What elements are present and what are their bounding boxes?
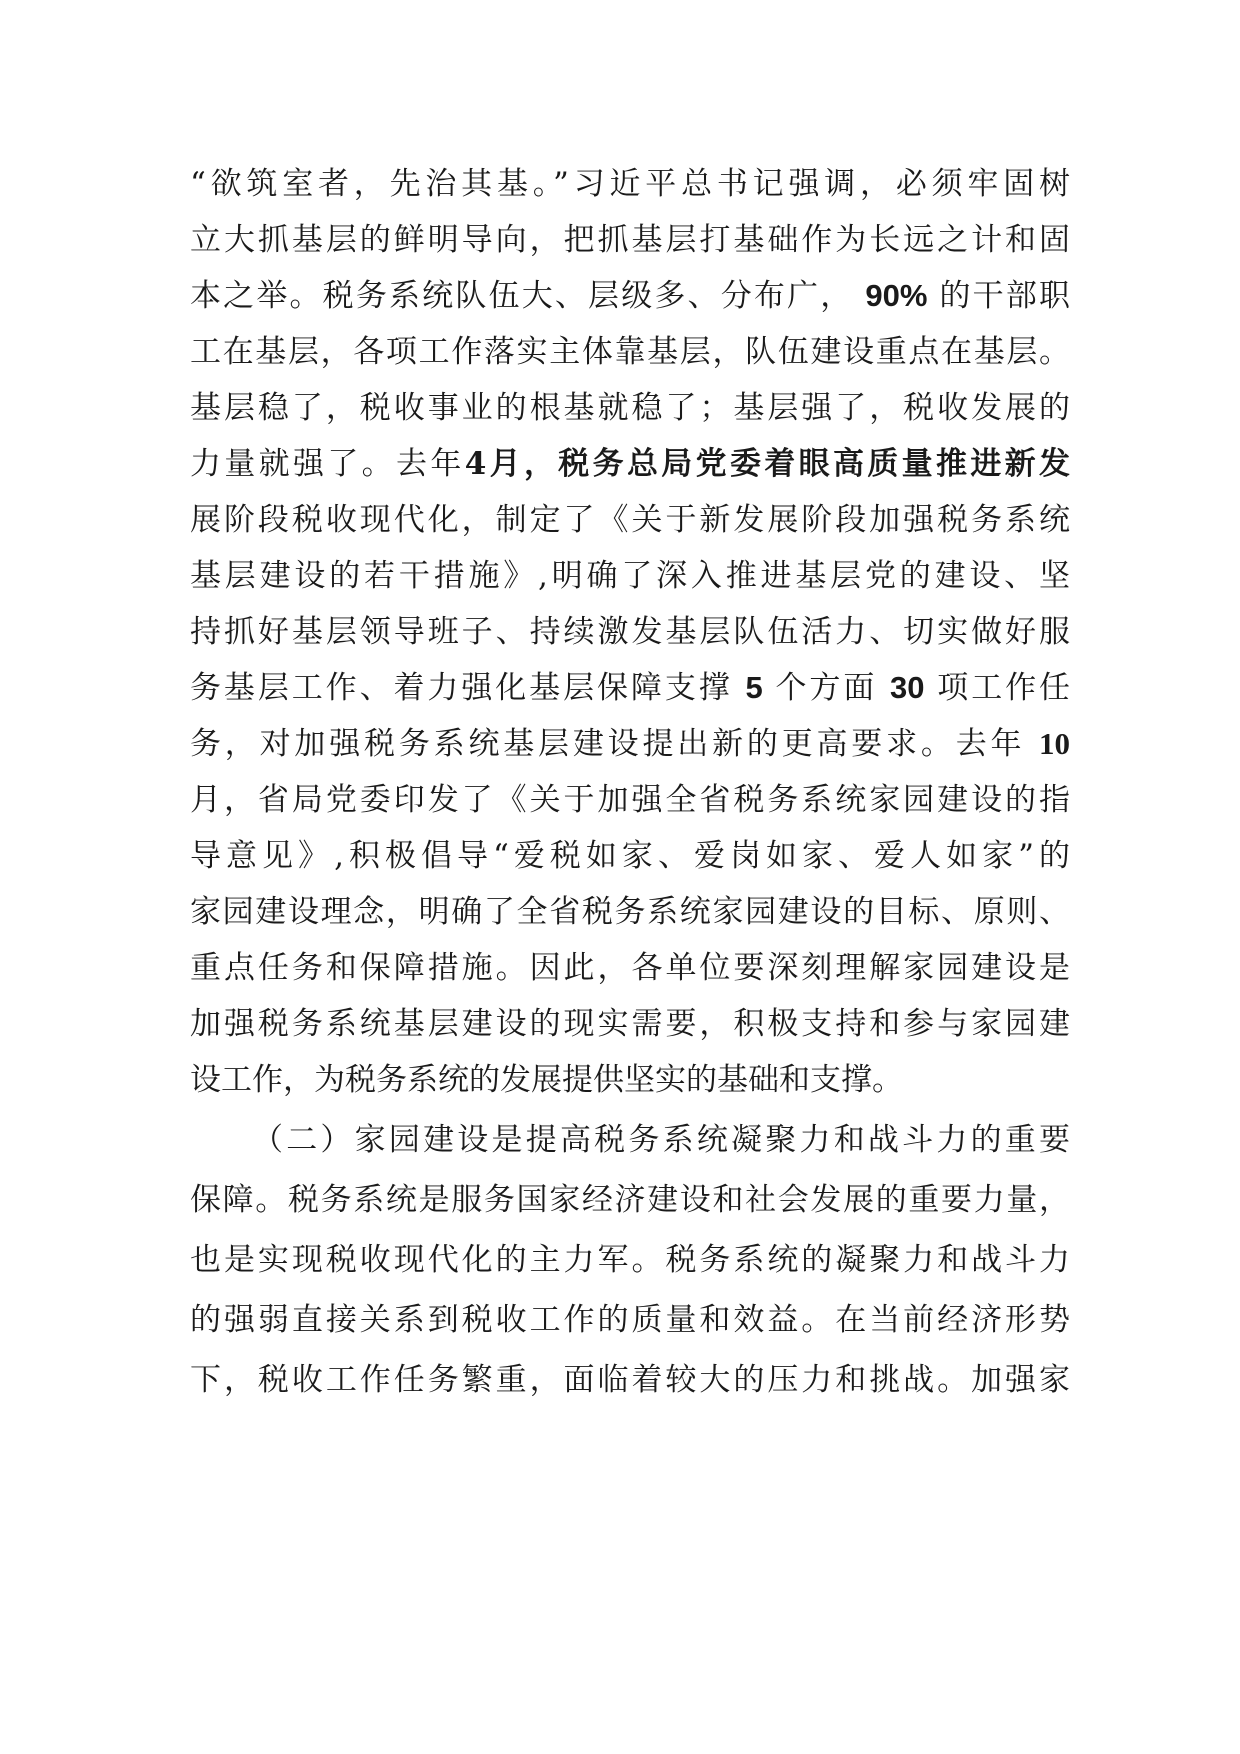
aspect-count: 5 — [745, 670, 763, 705]
paragraph-2-line-4: 的强弱直接关系到税收工作的质量和效益。在当前经济形势 — [190, 1302, 1070, 1338]
paragraph-1-line-13: 导意见》,积极倡导“爱税如家、爱岗如家、爱人如家”的 — [190, 838, 1070, 874]
paragraph-1-line-5: 基层稳了，税收事业的根基就稳了；基层强了，税收发展的 — [190, 390, 1070, 426]
task-count: 30 — [890, 670, 925, 705]
paragraph-1-line-8: 基层建设的若干措施》,明确了深入推进基层党的建设、坚 — [190, 558, 1070, 594]
line-10-text-a: 务基层工作、着力强化基层保障支撑 — [190, 670, 733, 706]
paragraph-2-line-5: 下，税收工作任务繁重，面临着较大的压力和挑战。加强家 — [190, 1362, 1070, 1398]
paragraph-2-line-2: 保障。税务系统是服务国家经济建设和社会发展的重要力量， — [190, 1182, 1070, 1218]
paragraph-1-line-7: 展阶段税收现代化，制定了《关于新发展阶段加强税务系统 — [190, 502, 1070, 538]
line-3-text-a: 本之举。税务系统队伍大、层级多、分布广， — [190, 278, 854, 314]
paragraph-1-line-4: 工在基层，各项工作落实主体靠基层，队伍建设重点在基层。 — [190, 334, 1070, 370]
paragraph-1-line-9: 持抓好基层领导班子、持续激发基层队伍活力、切实做好服 — [190, 614, 1070, 650]
paragraph-1-line-1: “欲筑室者，先治其基。”习近平总书记强调，必须牢固树 — [190, 166, 1070, 202]
paragraph-1-line-2: 立大抓基层的鲜明导向，把抓基层打基础作为长远之计和固 — [190, 222, 1070, 258]
paragraph-1-line-14: 家园建设理念，明确了全省税务系统家园建设的目标、原则、 — [190, 894, 1070, 930]
paragraph-1-line-6 — [190, 433, 1070, 495]
line-3-text-b: 的干部职 — [939, 278, 1071, 314]
line-11-text-a: 务，对加强税务系统基层建设提出新的更高要求。去年 — [190, 726, 1026, 762]
line-10-text-c: 项工作任 — [937, 670, 1071, 706]
paragraph-1-line-15: 重点任务和保障措施。因此，各单位要深刻理解家园建设是 — [190, 950, 1070, 986]
percentage-value: 90% — [865, 278, 928, 313]
paragraph-1-line-16: 加强税务系统基层建设的现实需要，积极支持和参与家园建 — [190, 1006, 1070, 1042]
paragraph-2-line-3: 也是实现税收现代化的主力军。税务系统的凝聚力和战斗力 — [190, 1242, 1070, 1278]
paragraph-1-line-10 — [190, 657, 1070, 719]
paragraph-2-line-1: （二）家园建设是提高税务系统凝聚力和战斗力的重要 — [252, 1122, 1070, 1158]
line-6-bold-text: 4月，税务总局党委着眼高质量推进新发 — [464, 446, 1070, 482]
paragraph-1-line-11 — [190, 713, 1070, 775]
line-6-text-a: 力量就强了。去年 — [190, 446, 465, 482]
line-10-text-b: 个方面 — [775, 670, 878, 706]
paragraph-1-line-17: 设工作，为税务系统的发展提供坚实的基础和支撑。 — [190, 1062, 903, 1098]
paragraph-1-line-3 — [190, 265, 1070, 327]
paragraph-1-line-12: 月，省局党委印发了《关于加强全省税务系统家园建设的指 — [190, 782, 1070, 818]
month-value: 10 — [1039, 726, 1071, 761]
